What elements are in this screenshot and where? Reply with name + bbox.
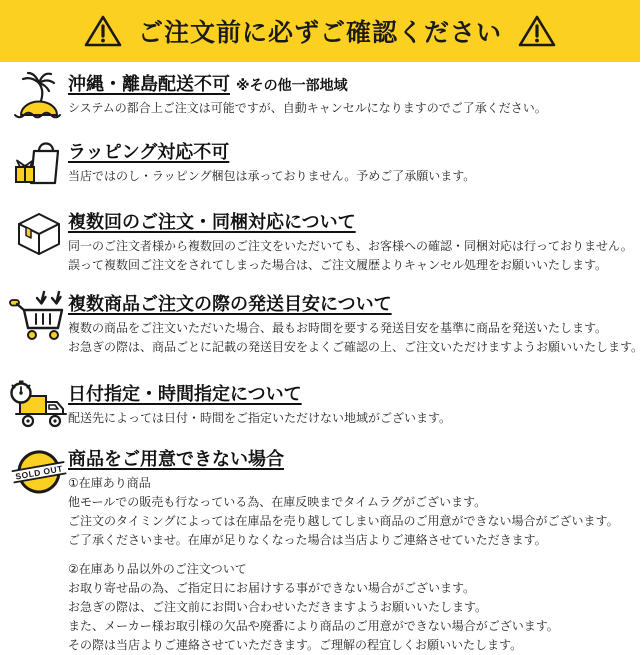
section-text-line: お取り寄せ品の為、ご指定日にお届けする事ができない場合がございます。 [68,581,476,595]
sold-out-stamp-icon [10,444,68,499]
gift-bag-icon [10,137,68,190]
section-text-line: ①在庫あり商品 [68,476,151,490]
section-text-line: その際は当店よりご連絡させていただきます。ご理解の程宜しくお願いいたします。 [68,638,523,652]
paragraph-gap [68,550,634,560]
warning-banner [0,0,640,62]
section-okinawa-remote-islands [10,69,634,122]
notice-content [0,62,643,655]
section-text-line: 複数の商品をご注文いただいた場合、最もお時間を要する発送目安を基準に商品を発送いたします。 [68,321,608,335]
section-multi-item-shipping [10,289,643,357]
section-wrapping [10,137,634,190]
section-text-line: お急ぎの際は、ご注文前にお問い合わせいただきますようお願いいたします。 [68,600,488,614]
section-multiple-orders [10,207,634,275]
section-text-line: お急ぎの際は、商品ごとに記載の発送目安をよくご確認の上、ご注文いただけますようお願いいたします。 [68,340,643,354]
section-heading: 複数回のご注文・同梱対応について [68,212,356,232]
section-text-line: 同一のご注文者様から複数回のご注文をいただいても、お客様への確認・同梱対応は行っておりません。 [68,239,633,253]
section-text-line: ご了承くださいませ。在庫が足りなくなった場合は当店よりご連絡させていただきます。 [68,533,547,547]
palm-island-icon [10,69,68,122]
section-text-line: 配送先によっては日付・時間をご指定いただけない地域がございます。 [68,411,452,425]
banner-title: ご注文前に必ずご確認ください [137,19,502,47]
section-text-line: ②在庫あり品以外のご注文ついて [68,562,247,576]
section-heading: 日付指定・時間指定について [68,384,302,404]
section-heading: 沖縄・離島配送不可 [68,74,230,94]
section-text-line: システムの都合上ご注文は可能ですが、自動キャンセルになりますのでご了承ください。 [68,101,547,115]
warning-triangle-icon [518,14,556,48]
section-heading: 複数商品ご注文の際の発送目安について [68,294,392,314]
section-text-line: 他モールでの販売も行なっている為、在庫反映までタイムラグがございます。 [68,495,487,509]
delivery-truck-clock-icon [10,379,68,432]
package-box-icon [10,207,68,260]
warning-triangle-icon [84,14,122,48]
section-out-of-stock [10,444,634,655]
section-heading-note: ※その他一部地域 [236,77,348,93]
section-heading: 商品をご用意できない場合 [68,449,284,469]
section-date-time [10,379,634,432]
section-heading: ラッピング対応不可 [68,142,230,162]
shopping-cart-icon [10,289,68,342]
section-text-line: 当店ではのし・ラッピング梱包は承っておりません。予めご了承願います。 [68,169,476,183]
section-text-line: 誤って複数回ご注文をされてしまった場合は、ご注文履歴よりキャンセル処理をお願いいたします。 [68,258,608,272]
section-text-line: また、メーカー様お取引様の欠品や廃番により商品のご用意ができない場合がございます。 [68,619,559,633]
section-text-line: ご注文のタイミングによっては在庫品を売り越してしまい商品のご用意ができない場合がございます。 [68,514,619,528]
sold-out-label: SOLD OUT [14,463,64,482]
